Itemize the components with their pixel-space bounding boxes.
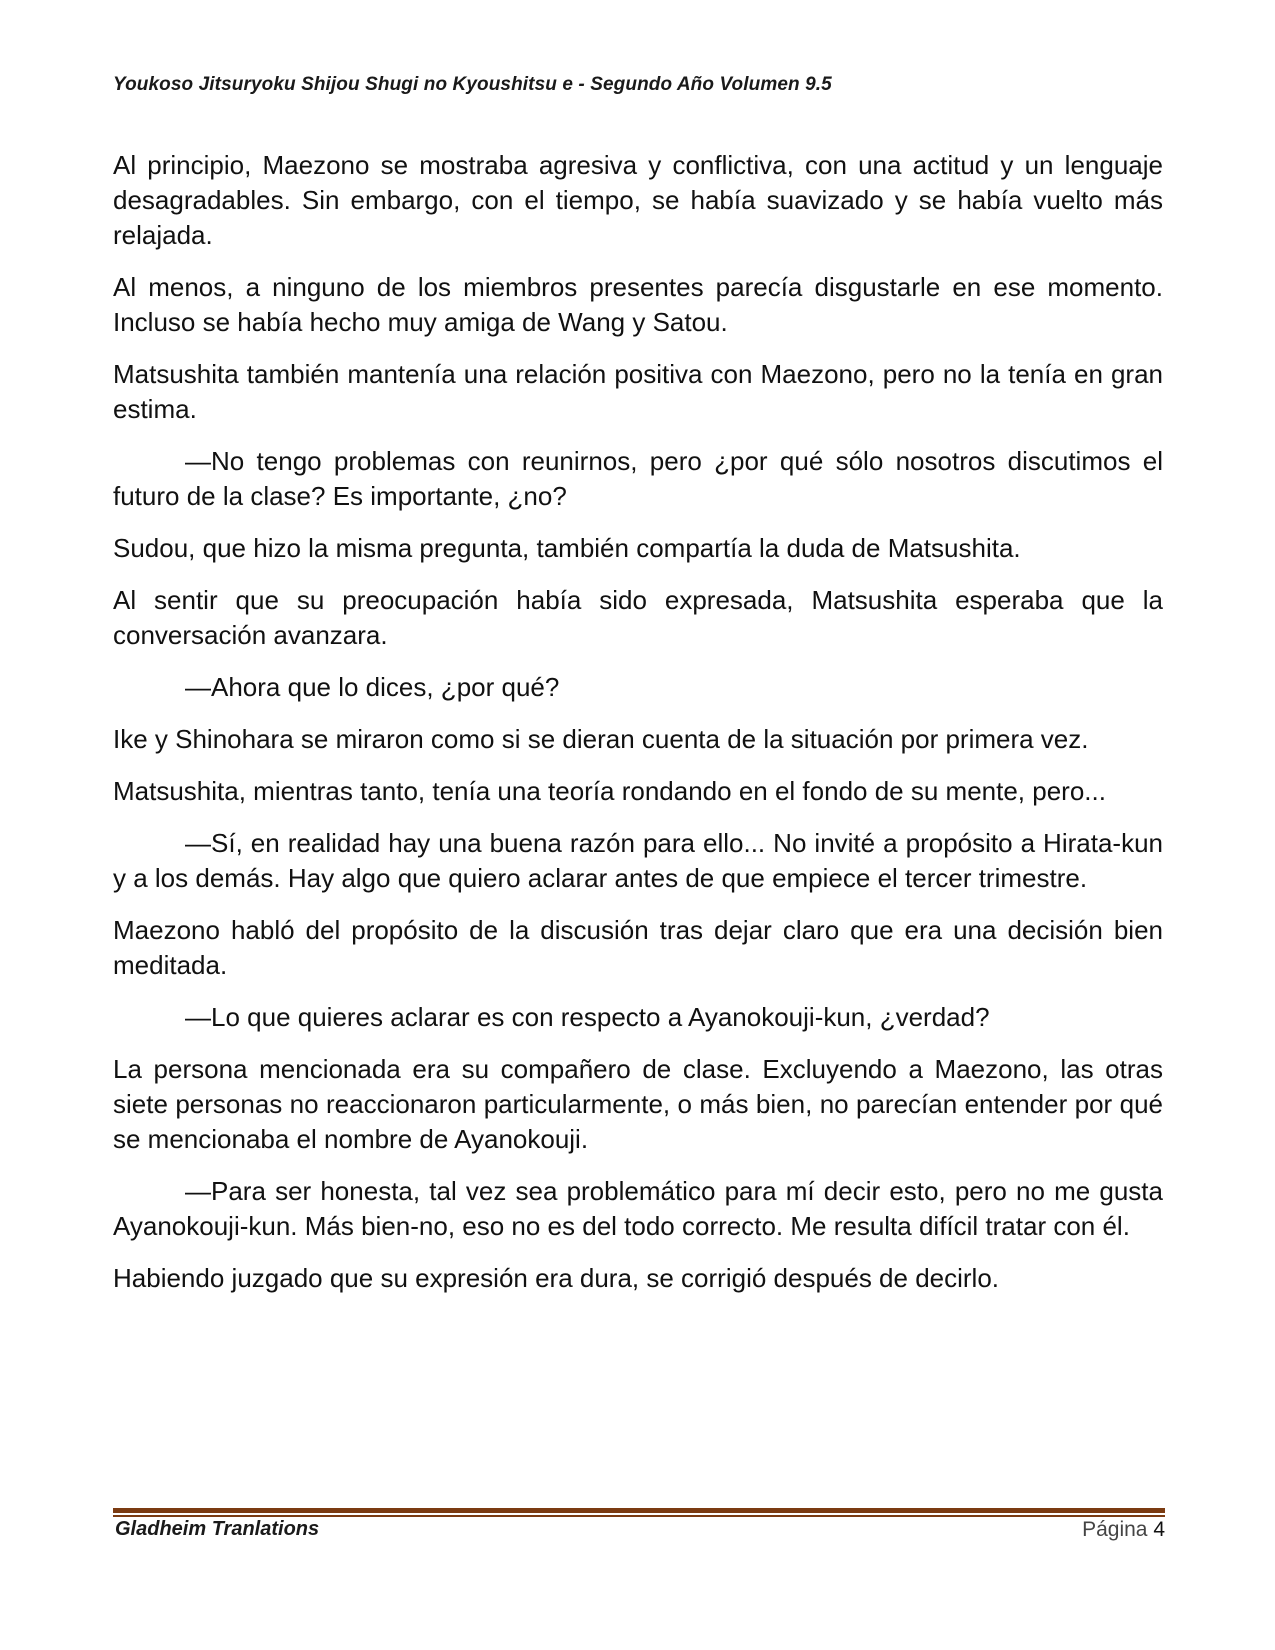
paragraph-8: Ike y Shinohara se miraron como si se dieran cuenta de la situación por primera vez. [113,724,1089,754]
paragraph-9: Matsushita, mientras tanto, tenía una teoría rondando en el fondo de su mente, pero... [113,776,1106,806]
dialog-paragraph-14: —Para ser honesta, tal vez sea problemático para mí decir esto, pero no me gusta Ayanokouji-kun. Más bien-no, eso no es del todo correcto. Me resulta difícil tratar con él. [113,1176,1163,1241]
page-number: 4 [1153,1518,1165,1541]
paragraph-1: Al principio, Maezono se mostraba agresiva y conflictiva, con una actitud y un lenguaje desagradables. Sin embargo, con el tiempo, se había suavizado y se había vuelto más relajada. [113,150,1163,250]
paragraph-6: Al sentir que su preocupación había sido expresada, Matsushita esperaba que la conversación avanzara. [113,585,1163,650]
dialog-paragraph-12: —Lo que quieres aclarar es con respecto a Ayanokouji-kun, ¿verdad? [185,1002,990,1032]
paragraph-15: Habiendo juzgado que su expresión era dura, se corrigió después de decirlo. [113,1263,1000,1293]
page-label: Página [1082,1518,1148,1541]
page-number-label [1082,1518,1165,1542]
page-footer [113,1518,1165,1548]
page-header-title: Youkoso Jitsuryoku Shijou Shugi no Kyoushitsu e - Segundo Año Volumen 9.5 [113,74,832,95]
dialog-paragraph-4: —No tengo problemas con reunirnos, pero ¿por qué sólo nosotros discutimos el futuro de la clase? Es importante, ¿no? [113,446,1163,511]
paragraph-11: Maezono habló del propósito de la discusión tras dejar claro que era una decisión bien meditada. [113,915,1163,980]
dialog-paragraph-10: —Sí, en realidad hay una buena razón para ello... No invité a propósito a Hirata-kun y a los demás. Hay algo que quiero aclarar antes de que empiece el tercer trimestre. [113,828,1163,893]
body-text [113,148,1163,1313]
paragraph-5: Sudou, que hizo la misma pregunta, también compartía la duda de Matsushita. [113,533,1021,563]
paragraph-3: Matsushita también mantenía una relación positiva con Maezono, pero no la tenía en gran estima. [113,359,1163,424]
footer-divider [113,1508,1165,1517]
paragraph-2: Al menos, a ninguno de los miembros presentes parecía disgustarle en ese momento. Incluso se había hecho muy amiga de Wang y Satou. [113,272,1163,337]
footer-credit: Gladheim Tranlations [115,1518,320,1540]
dialog-paragraph-7: —Ahora que lo dices, ¿por qué? [185,672,560,702]
paragraph-13: La persona mencionada era su compañero de clase. Excluyendo a Maezono, las otras siete personas no reaccionaron particularmente, o más bien, no parecían entender por qué se mencionaba el nombre de Ayanokouji. [113,1054,1163,1154]
